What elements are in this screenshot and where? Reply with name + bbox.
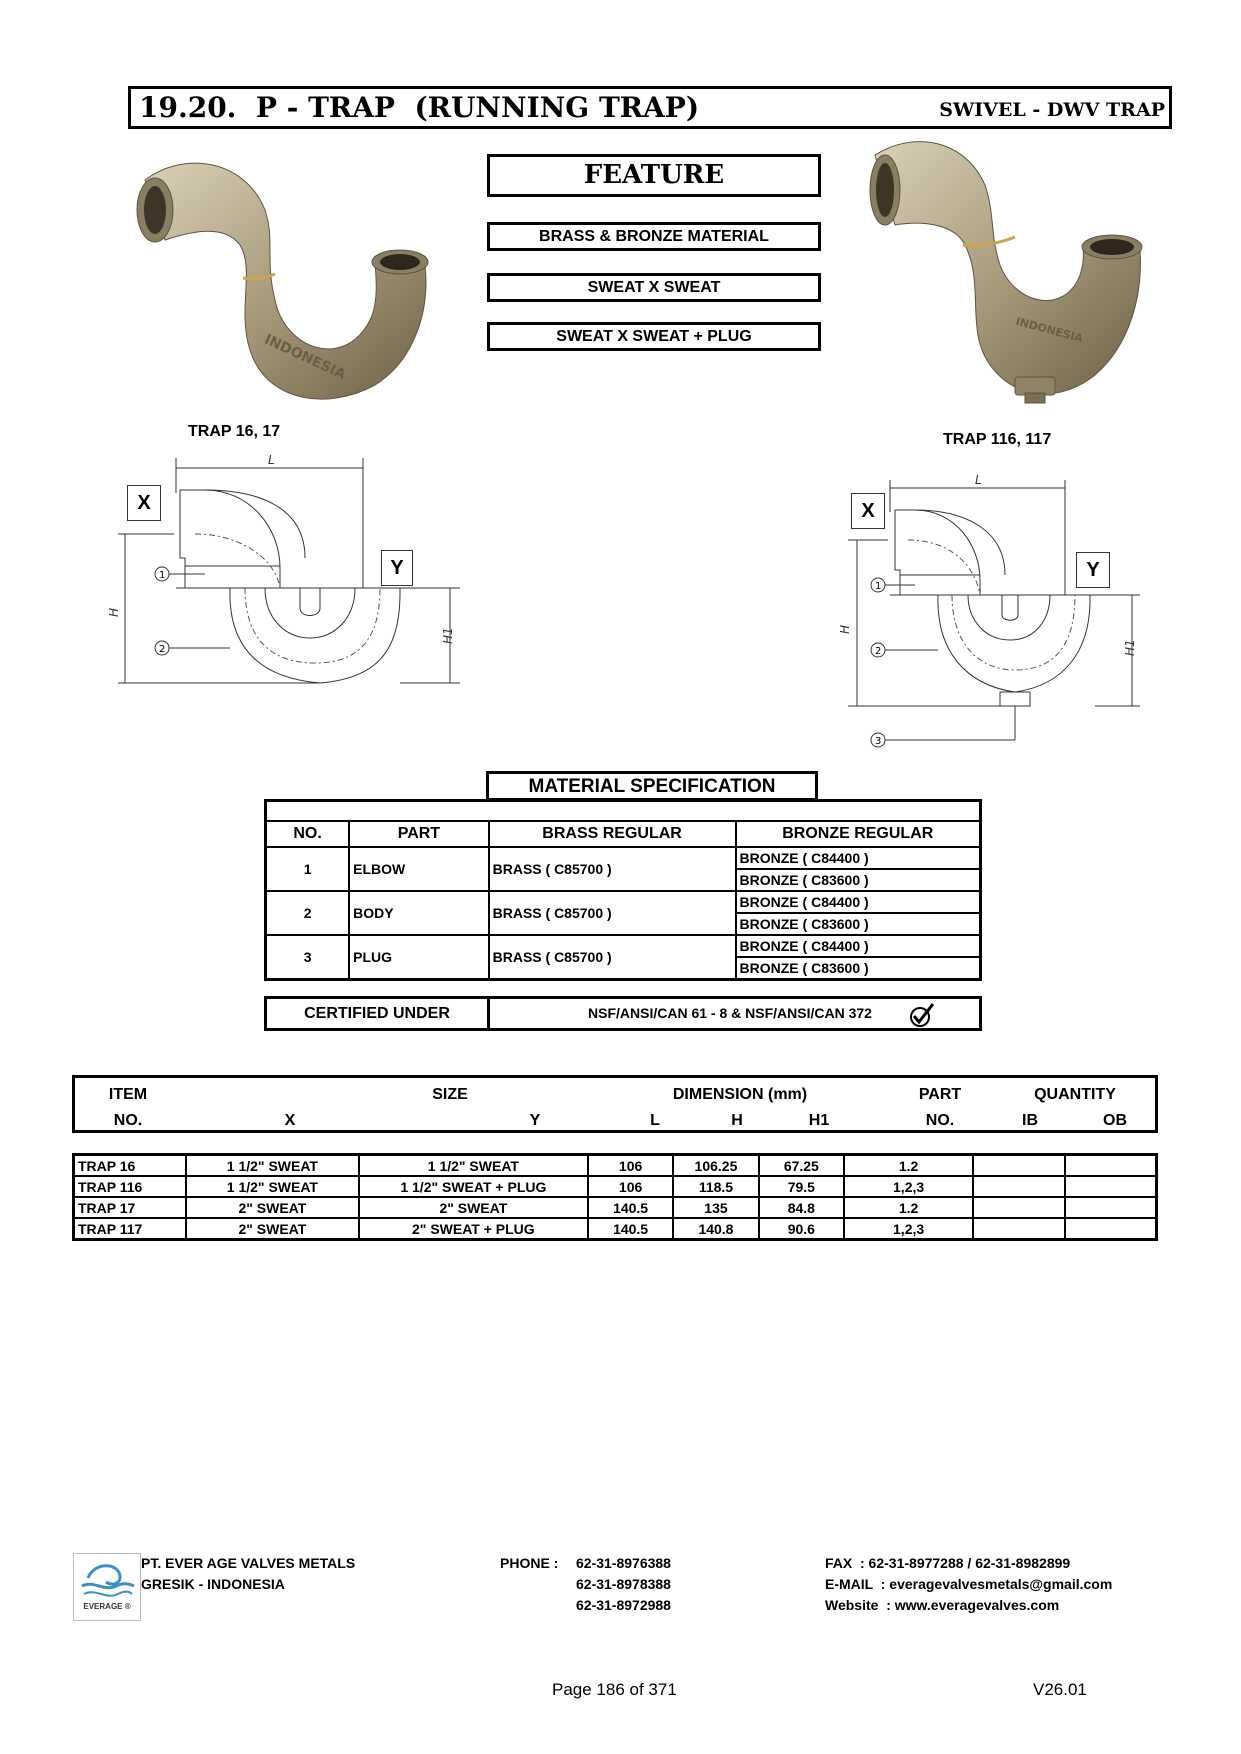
- trap-16-17-drawing: [107, 448, 480, 718]
- cell-h: 140.8: [673, 1218, 758, 1240]
- row-part: PLUG: [349, 935, 488, 980]
- row-part: BODY: [349, 891, 488, 935]
- cell-ob: [1065, 1197, 1157, 1218]
- company-logo: [73, 1553, 141, 1621]
- dim-l-label: L: [268, 453, 275, 467]
- right-photo-caption: TRAP 116, 117: [943, 431, 1052, 448]
- head-item-no: NO.: [113, 1112, 143, 1129]
- feature-item: SWEAT X SWEAT + PLUG: [487, 322, 821, 351]
- row-brass: BRASS ( C85700 ): [489, 935, 736, 980]
- head-quantity: QUANTITY: [1034, 1086, 1116, 1103]
- head-part: PART: [918, 1086, 962, 1103]
- row-bronze: BRONZE ( C84400 ): [736, 847, 981, 869]
- callout-1-right: 1: [875, 581, 882, 592]
- material-spec-table: [264, 799, 982, 981]
- head-y: Y: [529, 1112, 541, 1129]
- feature-item: BRASS & BRONZE MATERIAL: [487, 222, 821, 251]
- phone-2: 62-31-8978388: [576, 1576, 671, 1592]
- cell-l: 140.5: [588, 1197, 673, 1218]
- cell-item: TRAP 17: [74, 1197, 186, 1218]
- cell-h1: 79.5: [759, 1176, 844, 1197]
- checkmark-icon: [907, 1001, 937, 1029]
- header-bronze: BRONZE REGULAR: [736, 821, 981, 847]
- row-no: 1: [266, 847, 350, 891]
- x-label: X: [127, 485, 161, 521]
- table-row: [266, 847, 981, 869]
- cell-l: 140.5: [588, 1218, 673, 1240]
- dim-h1-label-right: H1: [1123, 639, 1137, 656]
- row-bronze: BRONZE ( C83600 ): [736, 957, 981, 980]
- cell-h: 106.25: [673, 1155, 758, 1177]
- header-no: NO.: [266, 821, 350, 847]
- feature-title: FEATURE: [487, 154, 821, 197]
- wave-logo-icon: [74, 1554, 140, 1602]
- table-row: [266, 935, 981, 957]
- cell-part: 1.2: [844, 1197, 973, 1218]
- dimension-table: [72, 1153, 1158, 1241]
- dim-l-label-right: L: [975, 473, 982, 487]
- callout-3-right: 3: [875, 736, 882, 747]
- cast-text: INDONESIA: [261, 331, 349, 384]
- cell-item: TRAP 117: [74, 1218, 186, 1240]
- table-row: [74, 1218, 1157, 1240]
- cell-x: 1 1/2" SWEAT: [186, 1155, 359, 1177]
- table-header-row: [266, 821, 981, 847]
- cell-h1: 84.8: [759, 1197, 844, 1218]
- material-spec-title: MATERIAL SPECIFICATION: [486, 771, 818, 801]
- phone-3: 62-31-8972988: [576, 1597, 671, 1613]
- email: E-MAIL : everagevalvesmetals@gmail.com: [825, 1576, 1113, 1592]
- cell-y: 2" SWEAT: [359, 1197, 588, 1218]
- dimension-header: [72, 1075, 1158, 1133]
- y-label: Y: [381, 550, 413, 586]
- row-brass: BRASS ( C85700 ): [489, 847, 736, 891]
- website: Website : www.everagevalves.com: [825, 1597, 1060, 1613]
- cell-item: TRAP 116: [74, 1176, 186, 1197]
- dim-h1-label: H1: [441, 627, 455, 644]
- phone-1: 62-31-8976388: [576, 1555, 671, 1571]
- y-label-right: Y: [1076, 552, 1110, 588]
- table-row: [74, 1197, 1157, 1218]
- company-location: GRESIK - INDONESIA: [141, 1576, 285, 1592]
- cell-x: 2" SWEAT: [186, 1197, 359, 1218]
- cell-ob: [1065, 1155, 1157, 1177]
- head-size: SIZE: [432, 1086, 468, 1103]
- cast-text-right: INDONESIA: [1014, 314, 1085, 346]
- table-spacer-row: [266, 801, 981, 822]
- cell-l: 106: [588, 1155, 673, 1177]
- callout-1: 1: [159, 570, 166, 581]
- head-l: L: [650, 1112, 660, 1129]
- cell-x: 1 1/2" SWEAT: [186, 1176, 359, 1197]
- trap-116-117-photo: [865, 135, 1155, 425]
- table-row: [266, 891, 981, 913]
- callout-2-right: 2: [875, 646, 882, 657]
- dim-h-label: H: [107, 607, 121, 617]
- cell-y: 2" SWEAT + PLUG: [359, 1218, 588, 1240]
- x-label-right: X: [851, 493, 885, 529]
- dim-h-label-right: H: [838, 624, 852, 634]
- cell-h1: 67.25: [759, 1155, 844, 1177]
- cell-ob: [1065, 1176, 1157, 1197]
- callout-2: 2: [159, 644, 166, 655]
- certified-value: NSF/ANSI/CAN 61 - 8 & NSF/ANSI/CAN 372: [588, 1005, 872, 1021]
- head-part-no: NO.: [925, 1112, 955, 1129]
- row-part: ELBOW: [349, 847, 488, 891]
- head-h1: H1: [808, 1112, 830, 1129]
- trap-16-17-photo: [125, 150, 425, 420]
- head-h: H: [731, 1112, 743, 1129]
- version: V26.01: [1033, 1680, 1087, 1699]
- company-name: PT. EVER AGE VALVES METALS: [141, 1555, 356, 1571]
- row-no: 2: [266, 891, 350, 935]
- left-photo-caption: TRAP 16, 17: [188, 423, 281, 440]
- table-row: [74, 1155, 1157, 1177]
- head-item: ITEM: [108, 1086, 148, 1103]
- row-bronze: BRONZE ( C84400 ): [736, 891, 981, 913]
- logo-text: EVERAGE ®: [83, 1602, 131, 1611]
- cell-item: TRAP 16: [74, 1155, 186, 1177]
- cell-l: 106: [588, 1176, 673, 1197]
- page-number: Page 186 of 371: [552, 1680, 677, 1699]
- cell-h: 135: [673, 1197, 758, 1218]
- feature-item: SWEAT X SWEAT: [487, 273, 821, 302]
- page-title: 19.20. P - TRAP (RUNNING TRAP): [139, 91, 700, 124]
- cell-ib: [973, 1155, 1065, 1177]
- header-part: PART: [349, 821, 488, 847]
- head-x: X: [284, 1112, 296, 1129]
- row-bronze: BRONZE ( C83600 ): [736, 913, 981, 935]
- row-bronze: BRONZE ( C83600 ): [736, 869, 981, 891]
- cell-ib: [973, 1176, 1065, 1197]
- cell-ib: [973, 1197, 1065, 1218]
- fax: FAX : 62-31-8977288 / 62-31-8982899: [825, 1555, 1071, 1571]
- row-no: 3: [266, 935, 350, 980]
- title-bar: [128, 86, 1172, 129]
- row-bronze: BRONZE ( C84400 ): [736, 935, 981, 957]
- header-brass: BRASS REGULAR: [489, 821, 736, 847]
- phone-label: PHONE :: [500, 1555, 559, 1571]
- cell-h1: 90.6: [759, 1218, 844, 1240]
- cell-y: 1 1/2" SWEAT + PLUG: [359, 1176, 588, 1197]
- cell-x: 2" SWEAT: [186, 1218, 359, 1240]
- head-dimension: DIMENSION (mm): [672, 1086, 808, 1103]
- certified-label: CERTIFIED UNDER: [267, 999, 490, 1028]
- cell-part: 1,2,3: [844, 1218, 973, 1240]
- row-brass: BRASS ( C85700 ): [489, 891, 736, 935]
- table-row: [74, 1176, 1157, 1197]
- trap-116-117-drawing: [840, 470, 1160, 760]
- head-ob: OB: [1103, 1112, 1127, 1129]
- cell-part: 1.2: [844, 1155, 973, 1177]
- certification-box: [264, 996, 982, 1031]
- cell-ib: [973, 1218, 1065, 1240]
- head-ib: IB: [1022, 1112, 1038, 1129]
- page-subtitle: SWIVEL - DWV TRAP: [939, 99, 1165, 121]
- cell-ob: [1065, 1218, 1157, 1240]
- cell-h: 118.5: [673, 1176, 758, 1197]
- cell-y: 1 1/2" SWEAT: [359, 1155, 588, 1177]
- cell-part: 1,2,3: [844, 1176, 973, 1197]
